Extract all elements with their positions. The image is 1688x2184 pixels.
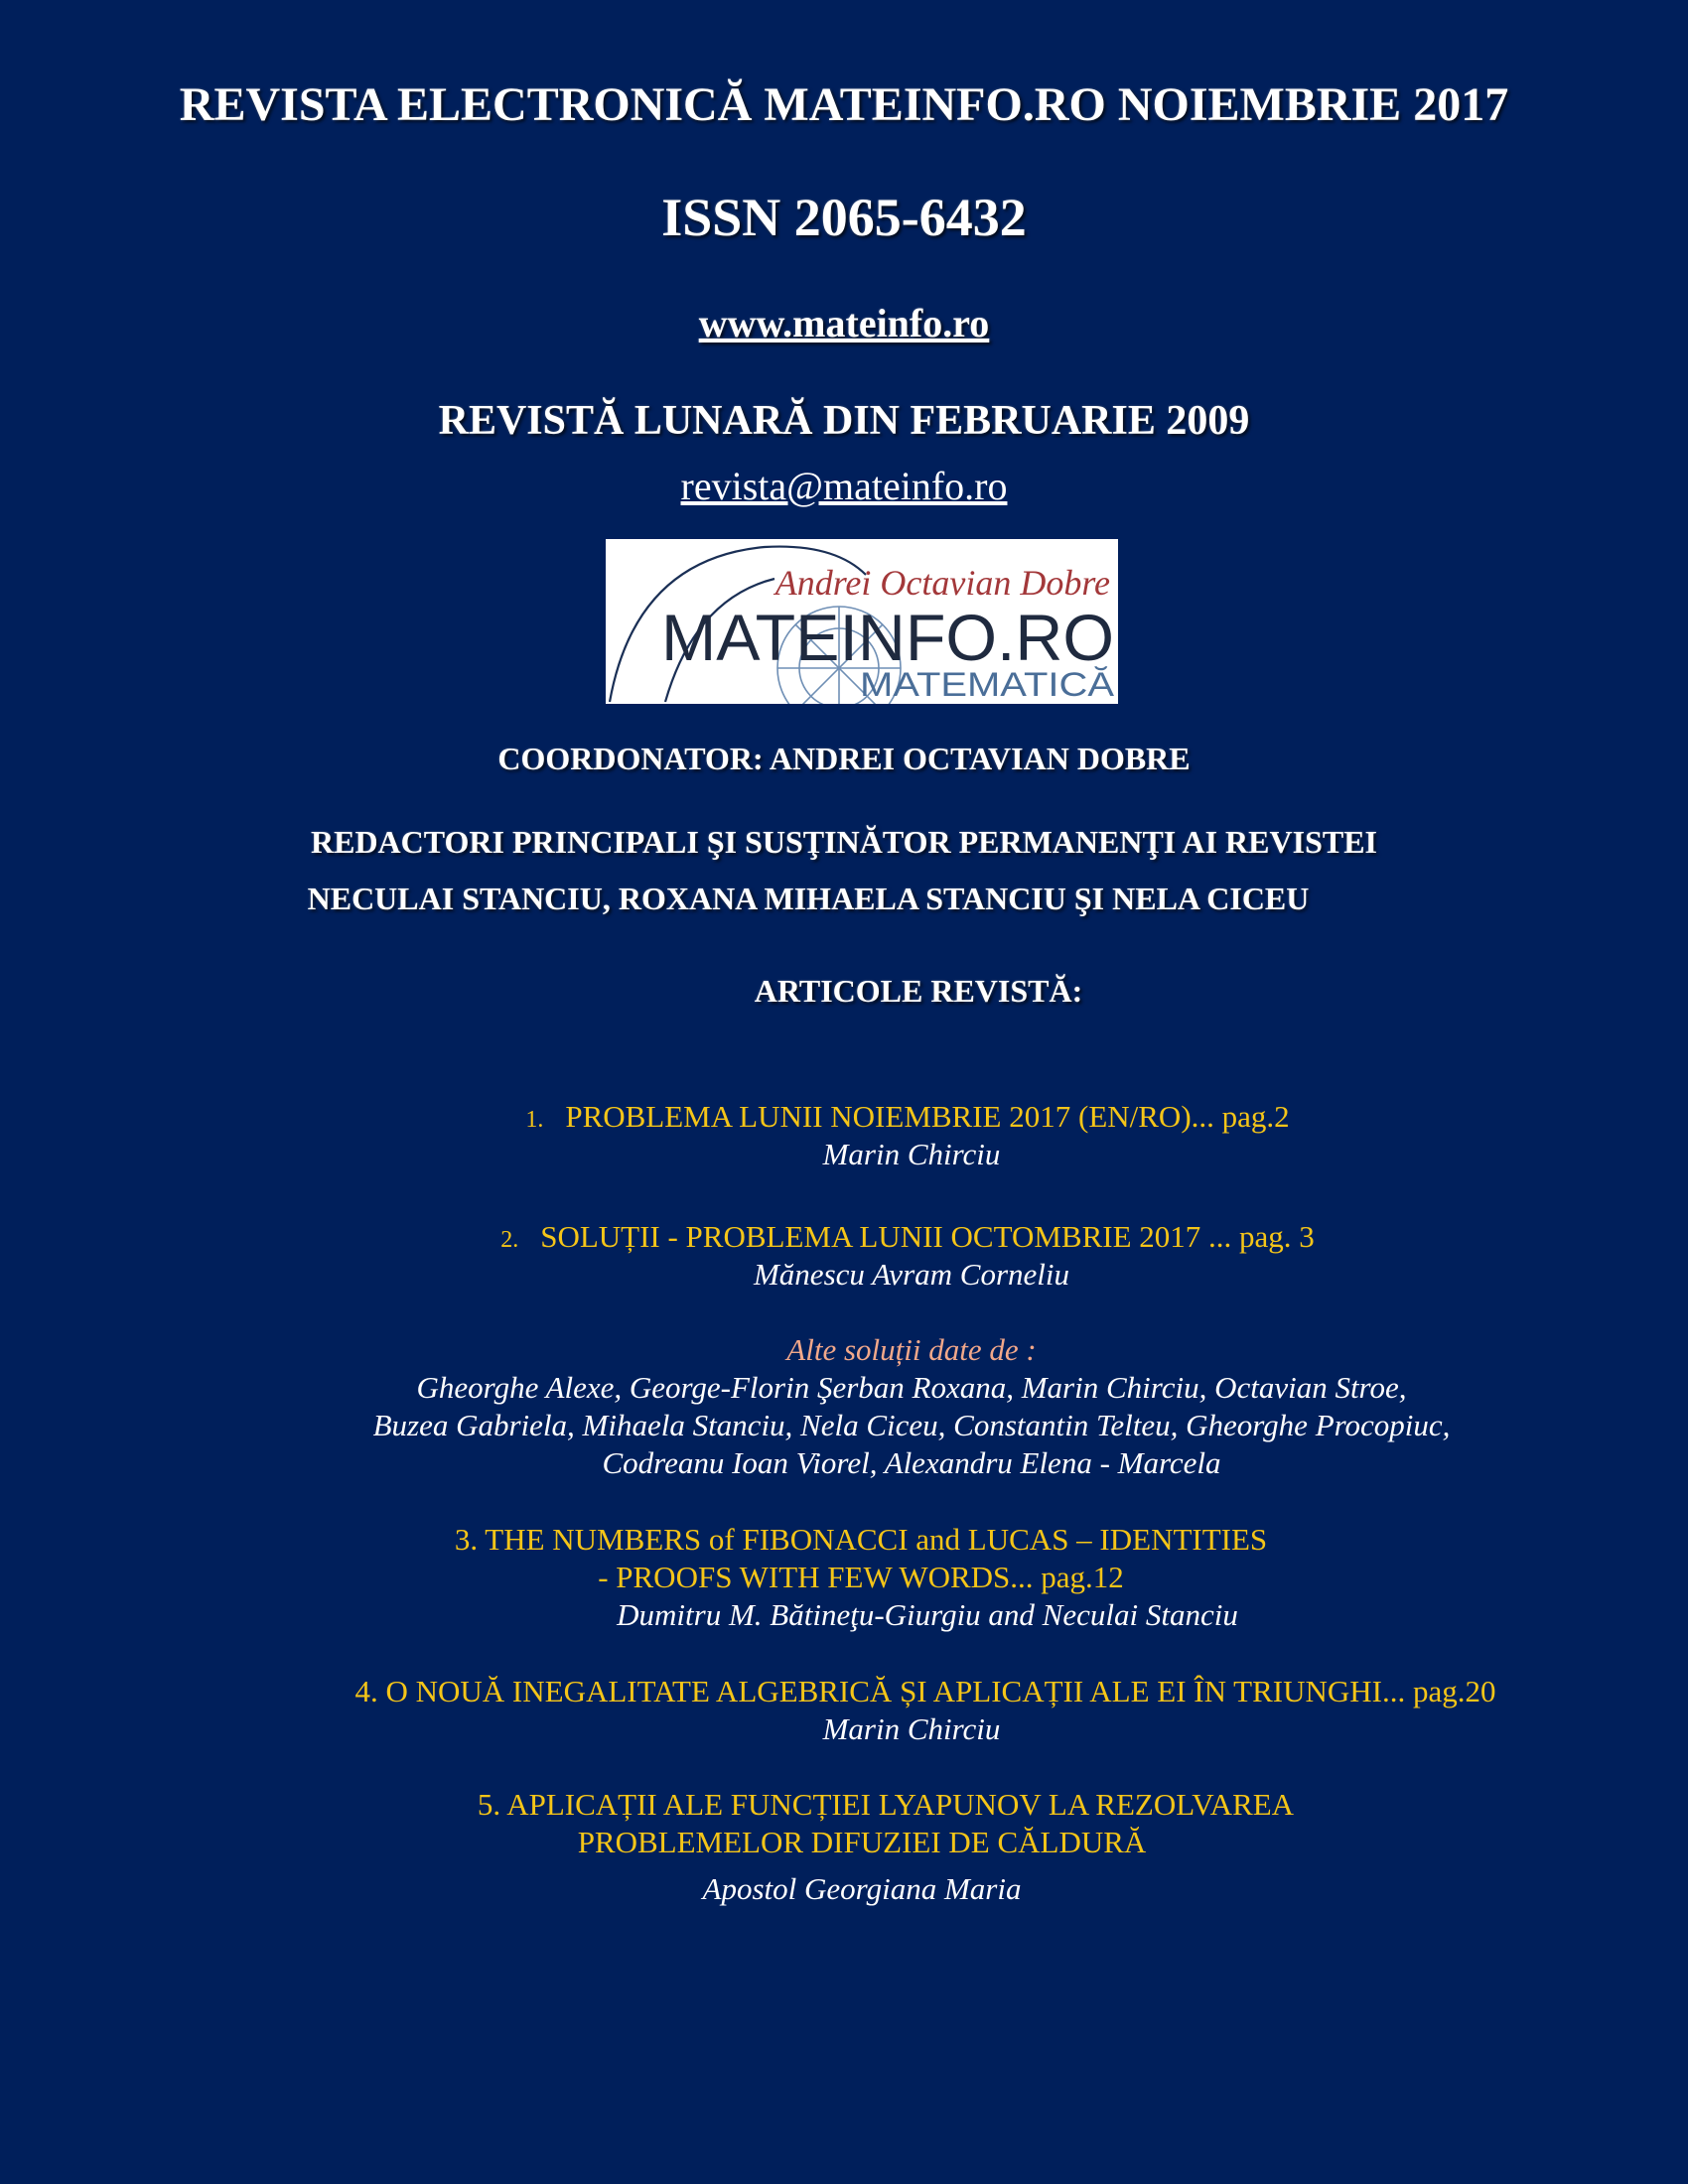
article-5-title-line-1[interactable]: 5. APLICAȚII ALE FUNCȚIEI LYAPUNOV LA REZOLVAREA [477, 1787, 1295, 1822]
email-link[interactable]: revista@mateinfo.ro [680, 464, 1008, 508]
article-4-author: Marin Chirciu [822, 1711, 1001, 1746]
article-3-title-line-2[interactable]: - PROOFS WITH FEW WORDS... pag.12 [598, 1560, 1124, 1594]
coordinator-line: COORDONATOR: ANDREI OCTAVIAN DOBRE [497, 741, 1191, 776]
articles-heading: ARTICOLE REVISTĂ: [754, 973, 1083, 1009]
logo-name-text: MATEINFO.RO [661, 601, 1114, 674]
other-solutions-line-3: Codreanu Ioan Viorel, Alexandru Elena - Marcela [602, 1445, 1221, 1480]
article-1-author: Marin Chirciu [822, 1137, 1001, 1171]
article-2-author: Mănescu Avram Corneliu [753, 1257, 1069, 1292]
magazine-title: REVISTA ELECTRONICĂ MATEINFO.RO NOIEMBRIE 2017 [179, 78, 1509, 131]
other-solutions-line-2: Buzea Gabriela, Mihaela Stanciu, Nela Ciceu, Constantin Telteu, Gheorghe Procopiuc, [372, 1408, 1451, 1442]
article-1-number: 1. [525, 1107, 544, 1133]
article-1-title[interactable] [64, 1099, 1688, 1135]
logo-subtitle-text: MATEMATICĂ [860, 666, 1115, 704]
article-2-title[interactable] [64, 1219, 1688, 1255]
editors-title: REDACTORI PRINCIPALI ŞI SUSŢINĂTOR PERMANENŢI AI REVISTEI [310, 824, 1377, 860]
monthly-since-label: REVISTĂ LUNARĂ DIN FEBRUARIE 2009 [438, 398, 1250, 444]
editors-names: NECULAI STANCIU, ROXANA MIHAELA STANCIU ŞI NELA CICEU [307, 881, 1310, 916]
article-5-author: Apostol Georgiana Maria [702, 1871, 1022, 1906]
article-4-title[interactable]: 4. O NOUĂ INEGALITATE ALGEBRICĂ ȘI APLICAȚII ALE EI ÎN TRIUNGHI... pag.20 [354, 1674, 1496, 1708]
other-solutions-line-1: Gheorghe Alexe, George-Florin Şerban Roxana, Marin Chirciu, Octavian Stroe, [416, 1370, 1407, 1405]
article-3-author: Dumitru M. Bătineţu-Giurgiu and Neculai Stanciu [617, 1597, 1238, 1632]
other-solutions-label: Alte soluții date de : [786, 1332, 1037, 1367]
article-2-title-text: SOLUȚII - PROBLEMA LUNII OCTOMBRIE 2017 ... pag. 3 [540, 1219, 1315, 1254]
issn-label: ISSN 2065-6432 [661, 188, 1027, 247]
article-5-title-line-2[interactable]: PROBLEMELOR DIFUZIEI DE CĂLDURĂ [577, 1825, 1147, 1859]
article-2-number: 2. [500, 1227, 519, 1253]
article-1-title-text: PROBLEMA LUNII NOIEMBRIE 2017 (EN/RO)... pag.2 [565, 1099, 1290, 1134]
mateinfo-logo [606, 539, 1118, 704]
logo-author-text: Andrei Octavian Dobre [774, 563, 1110, 603]
article-3-title-line-1[interactable]: 3. THE NUMBERS of FIBONACCI and LUCAS – IDENTITIES [454, 1522, 1268, 1557]
website-link[interactable]: www.mateinfo.ro [698, 301, 990, 345]
logo-graphic [606, 539, 1118, 704]
